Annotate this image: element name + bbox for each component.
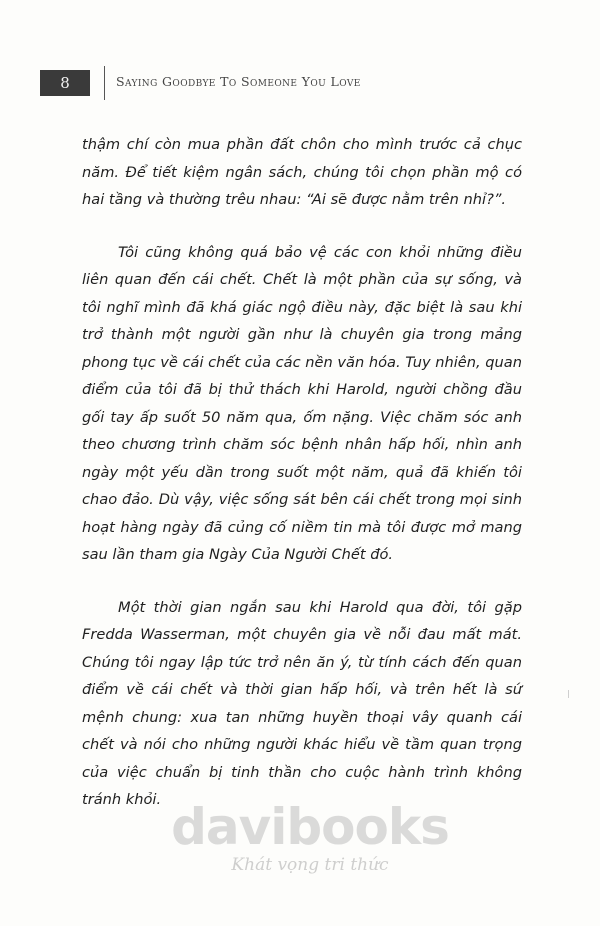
paragraph: Tôi cũng không quá bảo vệ các con khỏi những điều liên quan đến cái chết. Chết là một phần của sự sống, và tôi nghĩ mình đã khá giác ngộ điều này, đặc biệt là sau khi trở thành một người gần như là chuyên gia trong mảng phong tục về cái chết của các nền văn hóa. Tuy nhiên, quan điểm của tôi đã bị thử thách khi Harold, người chồng đầu gối tay ấp suốt 50 năm qua, ốm nặng. Việc chăm sóc anh theo chương trình chăm sóc bệnh nhân hấp hối, nhìn anh ngày một yếu dần trong suốt một năm, quả đã khiến tôi chao đảo. Dù vậy, việc sống sát bên cái chết trong mọi sinh hoạt hàng ngày đã củng cố niềm tin mà tôi được mở mang sau lần tham gia Ngày Của Người Chết đó. bbox=[82, 243, 522, 563]
page-header bbox=[40, 66, 560, 100]
watermark-tagline: Khát vọng tri thức bbox=[231, 855, 389, 875]
running-title: Saying Goodbye To Someone You Love bbox=[116, 74, 361, 89]
watermark-logo: davibooks bbox=[171, 798, 449, 856]
paragraph: Một thời gian ngắn sau khi Harold qua đời, tôi gặp Fredda Wasserman, một chuyên gia về nỗi đau mất mát. Chúng tôi ngay lập tức trở nên ăn ý, từ tính cách đến quan điểm về cái chết và thời gian hấp hối, và trên hết là sứ mệnh chung: xua tan những huyền thoại vây quanh cái chết và nói cho những người khác hiểu về tầm quan trọng của việc chuẩn bị tinh thần cho cuộc hành trình không tránh khỏi. bbox=[82, 598, 522, 808]
header-divider bbox=[104, 66, 105, 100]
paragraph-continuation: thậm chí còn mua phần đất chôn cho mình trước cả chục năm. Để tiết kiệm ngân sách, chúng tôi chọn phần mộ có hai tầng và thường trêu nhau: “Ai sẽ được nằm trên nhỉ?”. bbox=[82, 136, 522, 208]
scan-mark bbox=[568, 690, 569, 698]
body-text bbox=[82, 131, 522, 814]
page-number: 8 bbox=[40, 70, 90, 96]
